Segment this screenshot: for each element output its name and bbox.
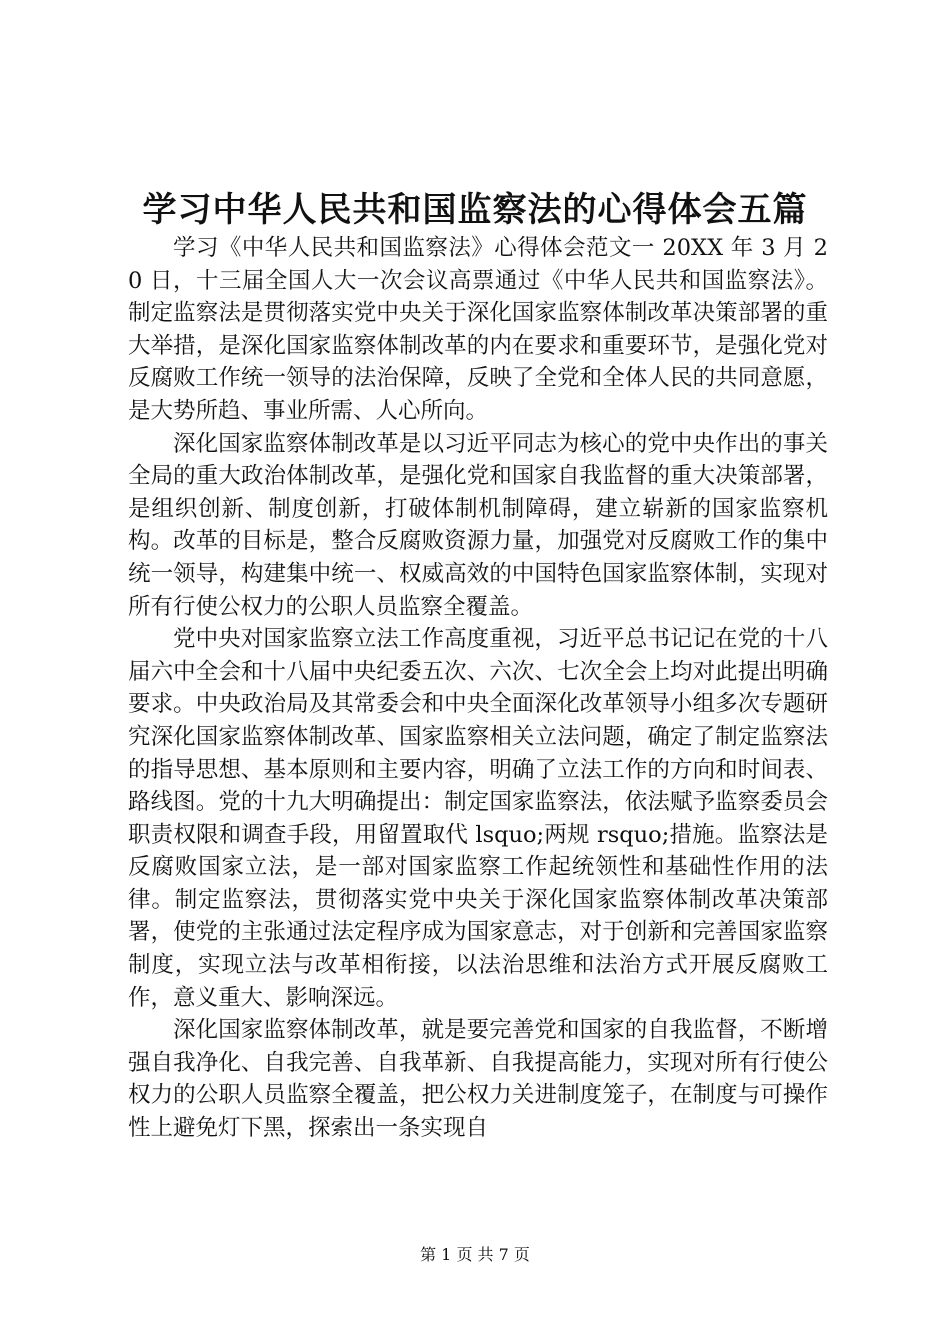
page-number-indicator: 第 1 页 共 7 页 [420, 1245, 530, 1264]
paragraph-1: 学习《中华人民共和国监察法》心得体会范文一 20XX 年 3 月 20 日，十三届全国人大一次会议高票通过《中华人民共和国监察法》。制定监察法是贯彻落实党中央关于深化国家监察体制改革决策部署的重大举措，是深化国家监察体制改革的内在要求和重要环节，是强化党对反腐败工作统一领导的法治保障，反映了全党和全体人民的共同意愿，是大势所趋、事业所需、人心所向。 [128, 235, 828, 424]
document-body [128, 232, 828, 1145]
document-title: 学习中华人民共和国监察法的心得体会五篇 [142, 190, 808, 230]
paragraph-4: 深化国家监察体制改革，就是要完善党和国家的自我监督，不断增强自我净化、自我完善、自我革新、自我提高能力，实现对所有行使公权力的公职人员监察全覆盖，把公权力关进制度笼子，在制度与可操作性上避免灯下黑，探索出一条实现自 [128, 1017, 828, 1142]
page-footer [0, 1244, 950, 1266]
paragraph-3: 党中央对国家监察立法工作高度重视，习近平总书记记在党的十八届六中全会和十八届中央纪委五次、六次、七次全会上均对此提出明确要求。中央政治局及其常委会和中央全面深化改革领导小组多次专题研究深化国家监察体制改革、国家监察相关立法问题，确定了制定监察法的指导思想、基本原则和主要内容，明确了立法工作的方向和时间表、路线图。党的十九大明确提出：制定国家监察法，依法赋予监察委员会职责权限和调查手段，用留置取代 lsquo;两规 rsquo;措施。监察法是反腐败国家立法，是一部对国家监察工作起统领性和基础性作用的法律。制定监察法，贯彻落实党中央关于深化国家监察体制改革决策部署，使党的主张通过法定程序成为国家意志，对于创新和完善国家监察制度，实现立法与改革相衔接，以法治思维和法治方式开展反腐败工作，意义重大、影响深远。 [128, 626, 828, 1011]
paragraph-2: 深化国家监察体制改革是以习近平同志为核心的党中央作出的事关全局的重大政治体制改革，是强化党和国家自我监督的重大决策部署，是组织创新、制度创新，打破体制机制障碍，建立崭新的国家监察机构。改革的目标是，整合反腐败资源力量，加强党对反腐败工作的集中统一领导，构建集中统一、权威高效的中国特色国家监察体制，实现对所有行使公权力的公职人员监察全覆盖。 [128, 430, 828, 620]
